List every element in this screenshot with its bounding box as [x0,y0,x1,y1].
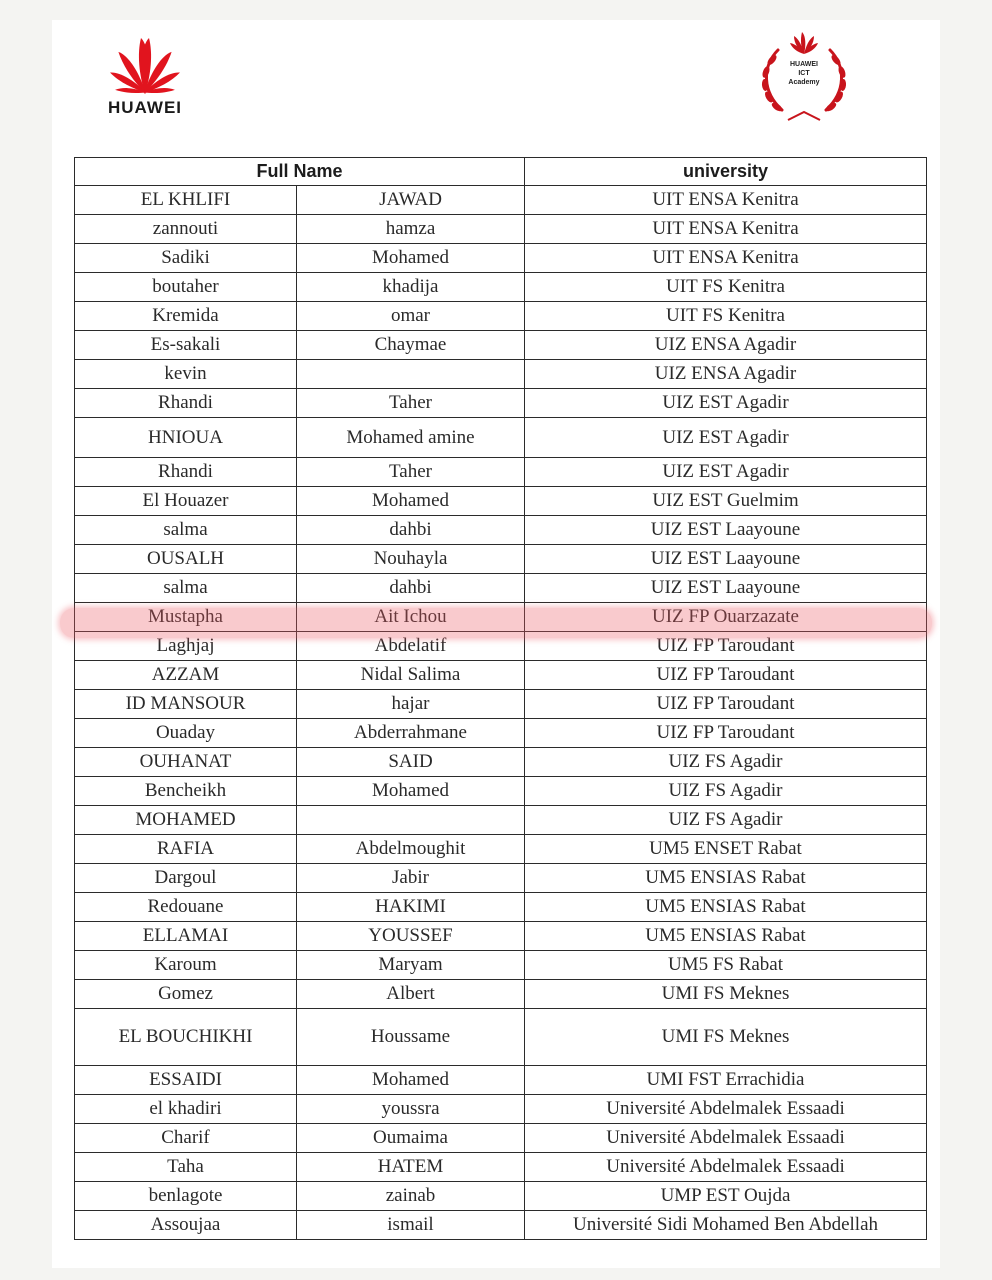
first-name-cell: JAWAD [297,186,525,215]
table-row [75,1124,927,1153]
table-row [75,1066,927,1095]
table-row [75,545,927,574]
university-cell: UIT FS Kenitra [525,302,927,331]
last-name-cell: RAFIA [75,835,297,864]
last-name-cell: Rhandi [75,458,297,487]
last-name-cell: Rhandi [75,389,297,418]
table-row [75,389,927,418]
table-row [75,516,927,545]
table-row [75,458,927,487]
last-name-cell: benlagote [75,1182,297,1211]
last-name-cell: MOHAMED [75,806,297,835]
academy-line-1: HUAWEI [790,61,818,68]
table-row [75,1211,927,1240]
university-cell: UM5 ENSET Rabat [525,835,927,864]
last-name-cell: salma [75,516,297,545]
last-name-cell: Charif [75,1124,297,1153]
first-name-cell: hamza [297,215,525,244]
last-name-cell: boutaher [75,273,297,302]
table-row [75,273,927,302]
last-name-cell: Laghjaj [75,632,297,661]
university-cell: UMI FS Meknes [525,980,927,1009]
university-cell: Université Abdelmalek Essaadi [525,1124,927,1153]
last-name-cell: HNIOUA [75,418,297,458]
last-name-cell: Kremida [75,302,297,331]
table-row [75,215,927,244]
academy-line-3: Academy [788,79,820,86]
university-cell: UIZ FS Agadir [525,748,927,777]
participants-table [74,157,927,1240]
university-cell: UIZ EST Laayoune [525,516,927,545]
huawei-brand [90,34,200,124]
last-name-cell: Sadiki [75,244,297,273]
university-cell: UIZ FP Taroudant [525,719,927,748]
last-name-cell: Redouane [75,893,297,922]
university-cell: UM5 FS Rabat [525,951,927,980]
first-name-cell: Taher [297,389,525,418]
table-row [75,835,927,864]
table-row [75,922,927,951]
last-name-cell: Assoujaa [75,1211,297,1240]
last-name-cell: EL KHLIFI [75,186,297,215]
university-cell: Université Abdelmalek Essaadi [525,1153,927,1182]
table-row [75,418,927,458]
table-row [75,632,927,661]
table-body [75,186,927,1240]
first-name-cell: HATEM [297,1153,525,1182]
last-name-cell: zannouti [75,215,297,244]
table-row [75,864,927,893]
full-name-header: Full Name [75,158,525,186]
first-name-cell: Nouhayla [297,545,525,574]
document-page [52,20,940,1268]
first-name-cell: dahbi [297,574,525,603]
last-name-cell: OUSALH [75,545,297,574]
first-name-cell: Mohamed amine [297,418,525,458]
university-cell: UIZ EST Agadir [525,458,927,487]
university-cell: UIZ FS Agadir [525,777,927,806]
university-cell: UIZ EST Laayoune [525,545,927,574]
university-cell: UM5 ENSIAS Rabat [525,864,927,893]
first-name-cell: YOUSSEF [297,922,525,951]
last-name-cell: Karoum [75,951,297,980]
brand-name: HUAWEI [108,98,182,117]
university-cell: UIZ FS Agadir [525,806,927,835]
university-header: university [525,158,927,186]
table-row [75,1095,927,1124]
ict-academy-seal [748,22,860,130]
table-row [75,360,927,389]
table-row [75,603,927,632]
first-name-cell: Abdelatif [297,632,525,661]
first-name-cell [297,360,525,389]
university-cell: UIT ENSA Kenitra [525,244,927,273]
first-name-cell: Mohamed [297,777,525,806]
university-cell: UIT ENSA Kenitra [525,215,927,244]
university-cell: UIZ EST Guelmim [525,487,927,516]
last-name-cell: Taha [75,1153,297,1182]
university-cell: UIT FS Kenitra [525,273,927,302]
university-cell: UMI FST Errachidia [525,1066,927,1095]
university-cell: UMI FS Meknes [525,1009,927,1066]
university-cell: UIZ EST Agadir [525,418,927,458]
table-row [75,487,927,516]
first-name-cell: Houssame [297,1009,525,1066]
university-cell: UM5 ENSIAS Rabat [525,922,927,951]
first-name-cell: Abderrahmane [297,719,525,748]
table-row [75,574,927,603]
first-name-cell: Mohamed [297,1066,525,1095]
first-name-cell: Ait Ichou [297,603,525,632]
table-row [75,777,927,806]
table-row [75,244,927,273]
academy-line-2: ICT [798,70,810,77]
last-name-cell: Bencheikh [75,777,297,806]
first-name-cell: Mohamed [297,487,525,516]
last-name-cell: Ouaday [75,719,297,748]
first-name-cell: khadija [297,273,525,302]
academy-seal-text [748,60,860,87]
first-name-cell [297,806,525,835]
university-cell: Université Sidi Mohamed Ben Abdellah [525,1211,927,1240]
first-name-cell: Chaymae [297,331,525,360]
last-name-cell: ELLAMAI [75,922,297,951]
last-name-cell: El Houazer [75,487,297,516]
university-cell: UIZ EST Agadir [525,389,927,418]
last-name-cell: ESSAIDI [75,1066,297,1095]
university-cell: UIZ FP Ouarzazate [525,603,927,632]
first-name-cell: Mohamed [297,244,525,273]
last-name-cell: salma [75,574,297,603]
first-name-cell: dahbi [297,516,525,545]
last-name-cell: EL BOUCHIKHI [75,1009,297,1066]
last-name-cell: Dargoul [75,864,297,893]
first-name-cell: youssra [297,1095,525,1124]
university-cell: UIZ ENSA Agadir [525,360,927,389]
university-cell: UMP EST Oujda [525,1182,927,1211]
first-name-cell: Taher [297,458,525,487]
university-cell: UIT ENSA Kenitra [525,186,927,215]
last-name-cell: Mustapha [75,603,297,632]
last-name-cell: OUHANAT [75,748,297,777]
table-row [75,893,927,922]
first-name-cell: Nidal Salima [297,661,525,690]
table-row [75,951,927,980]
first-name-cell: SAID [297,748,525,777]
last-name-cell: ID MANSOUR [75,690,297,719]
huawei-petals-icon [103,34,187,96]
table-row [75,1153,927,1182]
table-row [75,690,927,719]
table-row [75,661,927,690]
first-name-cell: Albert [297,980,525,1009]
first-name-cell: Jabir [297,864,525,893]
university-cell: UM5 ENSIAS Rabat [525,893,927,922]
university-cell: UIZ ENSA Agadir [525,331,927,360]
first-name-cell: Abdelmoughit [297,835,525,864]
table-row [75,302,927,331]
last-name-cell: Es-sakali [75,331,297,360]
table-row [75,331,927,360]
table-row [75,806,927,835]
last-name-cell: AZZAM [75,661,297,690]
last-name-cell: kevin [75,360,297,389]
last-name-cell: el khadiri [75,1095,297,1124]
university-cell: UIZ FP Taroudant [525,632,927,661]
table-row [75,748,927,777]
first-name-cell: omar [297,302,525,331]
first-name-cell: ismail [297,1211,525,1240]
first-name-cell: HAKIMI [297,893,525,922]
table-row [75,719,927,748]
first-name-cell: Oumaima [297,1124,525,1153]
first-name-cell: hajar [297,690,525,719]
table-row [75,1009,927,1066]
table-row [75,980,927,1009]
table-row [75,186,927,215]
university-cell: Université Abdelmalek Essaadi [525,1095,927,1124]
university-cell: UIZ FP Taroudant [525,661,927,690]
university-cell: UIZ EST Laayoune [525,574,927,603]
table-row [75,1182,927,1211]
first-name-cell: zainab [297,1182,525,1211]
table-header-row [75,158,927,186]
university-cell: UIZ FP Taroudant [525,690,927,719]
first-name-cell: Maryam [297,951,525,980]
last-name-cell: Gomez [75,980,297,1009]
